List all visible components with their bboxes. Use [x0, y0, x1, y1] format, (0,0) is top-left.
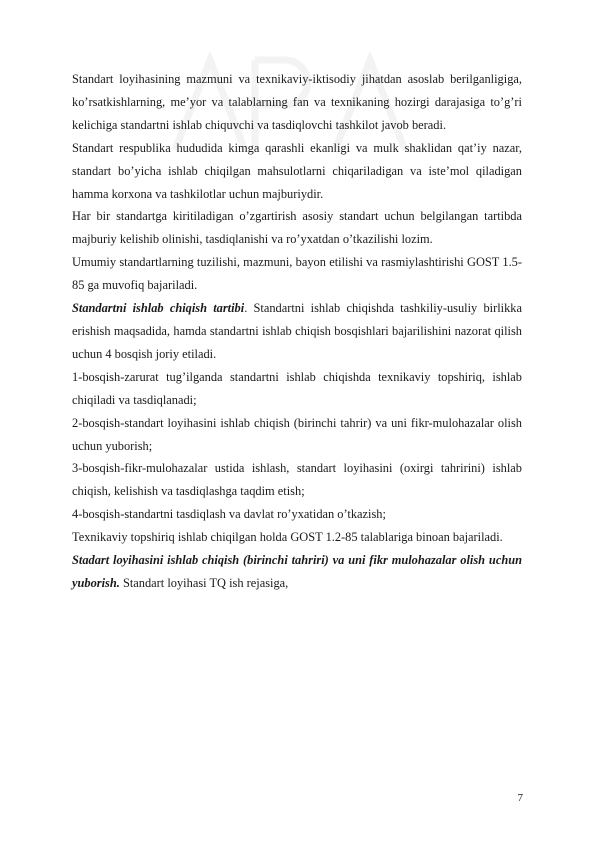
paragraph-heading: Stadart loyihasini ishlab chiqish (birinchi tahriri) va uni fikr mulohazalar olish uchun yuborish.: [72, 553, 522, 590]
page-number: 7: [517, 792, 523, 804]
paragraph-text: 4-bosqish-standartni tasdiqlash va davlat ro’yxatidan o’tkazish;: [72, 507, 386, 522]
paragraph-text: 2-bosqish-standart loyihasini ishlab chiqish (birinchi tahrir) va uni fikr-mulohazalar olish uchun yuborish;: [72, 415, 522, 453]
paragraph-text: Umumiy standartlarning tuzilishi, mazmuni, bayon etilishi va rasmiylashtirishi GOST 1.5-85 ga muvofiq bajariladi.: [72, 255, 522, 293]
paragraph-text: 3-bosqish-fikr-mulohazalar ustida ishlash, standart loyihasini (oxirgi tahririni) ishlab chiqish, kelishish va tasdiqlashga taqdim etish;: [72, 461, 522, 499]
paragraph-technical-task: [72, 526, 522, 549]
paragraph-text: Har bir standartga kiritiladigan o’zgartirish asosiy standart uchun belgilangan tartibda majburiy kelishib olinishi, tasdiqlanishi va ro’yxatdan o’tkazilishi lozim.: [72, 209, 522, 247]
paragraph-text: 1-bosqish-zarurat tug’ilganda standartni ishlab chiqishda texnikaviy topshiriq, ishlab chiqiladi va tasdiqlanadi;: [72, 369, 522, 407]
paragraph-stage-4: [72, 503, 522, 526]
paragraph-development-procedure: [72, 297, 522, 366]
paragraph-text: . Standartni ishlab chiqishda tashkiliy-usuliy birlikka erishish maqsadida, hamda standartni ishlab chiqish bosqishlari bajarilishini nazorat qilish uchun 4 bosqish joriy etiladi.: [72, 301, 522, 361]
paragraph-draft-preparation: [72, 549, 522, 595]
paragraph-text: Standart respublika hududida kimga qarashli ekanligi va mulk shaklidan qat’iy nazar, standart bo’yicha ishlab chiqilgan mahsulotlarni chiqariladigan va iste’mol qiladigan hamma korxona va tashkilotlar uchun majburiydir.: [72, 140, 522, 201]
paragraph-mandatory-standard: [72, 137, 522, 206]
paragraph-heading: Standartni ishlab chiqish tartibi: [72, 301, 245, 316]
paragraph-stage-1: [72, 366, 522, 412]
paragraph-quality-responsibility: [72, 68, 522, 137]
paragraph-stage-3: [72, 457, 522, 503]
paragraph-stage-2: [72, 412, 522, 458]
paragraph-gost-structure: [72, 251, 522, 297]
paragraph-amendments: [72, 205, 522, 251]
paragraph-text: Standart loyihasining mazmuni va texnikaviy-iktisodiy jihatdan asoslab berilganligiga, ko’rsatkishlarning, me’yor va talablarning fan va texnikaning hozirgi darajasiga to’g’ri kelichiga standartni ishlab chiquvchi va tasdiqlovchi tashkilot javob beradi.: [72, 72, 522, 132]
body-text: [72, 68, 522, 595]
paragraph-text: Standart loyihasi TQ ish rejasiga,: [119, 575, 289, 590]
paragraph-text: Texnikaviy topshiriq ishlab chiqilgan holda GOST 1.2-85 talablariga binoan bajariladi.: [72, 530, 503, 545]
